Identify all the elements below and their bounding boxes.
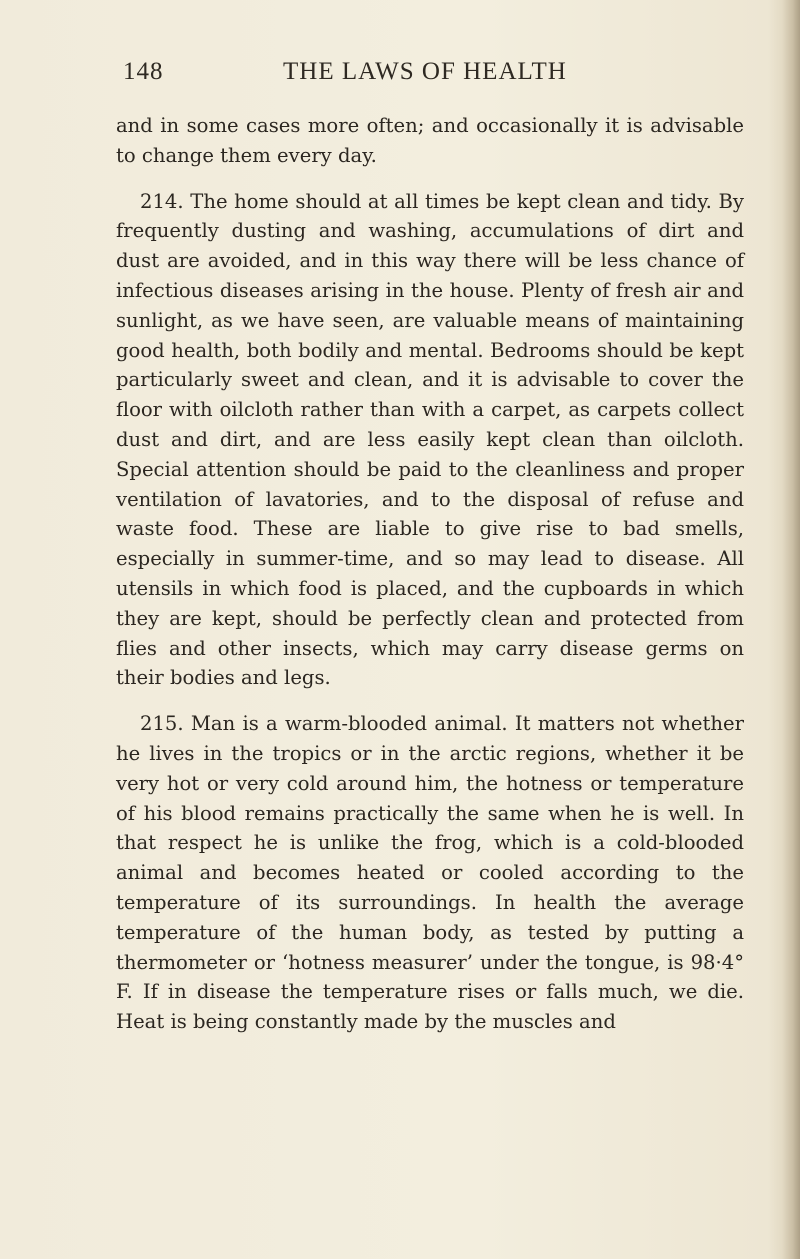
page-edge-shadow — [782, 0, 800, 1259]
page-number: 148 — [123, 58, 164, 85]
paragraph-215: 215. Man is a warm-blooded animal. It matters not whether he lives in the tropics or in the arctic regions, whether it be very hot or very cold around him, the hotness or temperature of his blood remains practically the same when he is well. In that respect he is unlike the frog, which is a cold-blooded animal and becomes heated or cooled according to the temperature of its surroundings. In health the average temperature of the human body, as tested by putting a thermometer or ‘hotness measurer’ under the tongue, is 98·4° F. If in disease the temperature rises or falls much, we die. Heat is being constantly made by the muscles and — [116, 712, 744, 1034]
paragraph-continuation: and in some cases more often; and occasionally it is advisable to change them every day. — [116, 114, 744, 167]
body-text — [116, 111, 744, 1037]
running-head — [123, 58, 623, 92]
paragraph-214: 214. The home should at all times be kept clean and tidy. By frequently dusting and washing, accumulations of dirt and dust are avoided, and in this way there will be less chance of infectious diseases arising in the house. Plenty of fresh air and sunlight, as we have seen, are valuable means of maintaining good health, both bodily and mental. Bedrooms should be kept particularly sweet and clean, and it is advisable to cover the floor with oilcloth rather than with a carpet, as carpets collect dust and dirt, and are less easily kept clean than oilcloth. Special attention should be paid to the cleanliness and proper ventilation of lavatories, and to the disposal of refuse and waste food. These are liable to give rise to bad smells, especially in summer-time, and so may lead to disease. All utensils in which food is placed, and the cupboards in which they are kept, should be perfectly clean and protected from flies and other insects, which may carry disease germs on their bodies and legs. — [116, 189, 744, 690]
page-title: THE LAWS OF HEALTH — [283, 58, 567, 85]
